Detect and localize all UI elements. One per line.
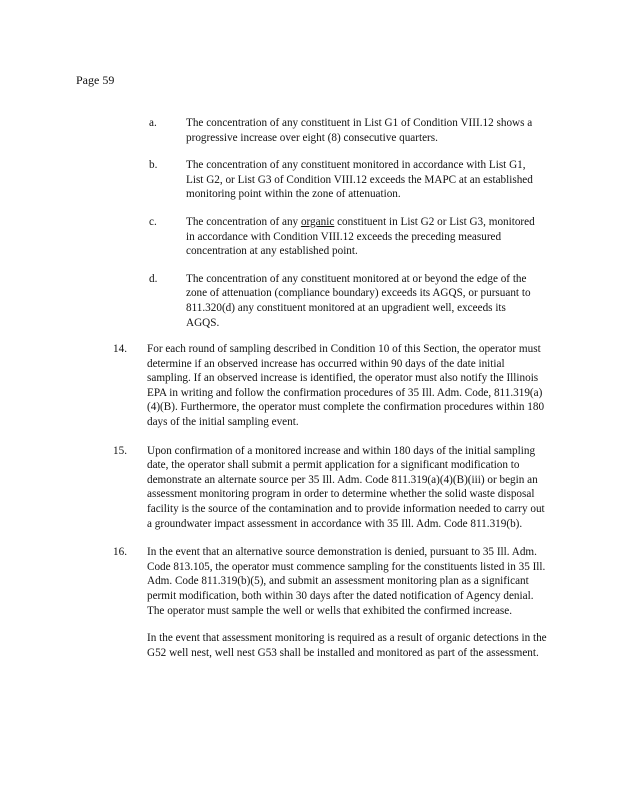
subitem-a xyxy=(149,116,549,145)
condition-number: 15. xyxy=(113,444,127,457)
condition-14 xyxy=(113,342,553,430)
subitem-c xyxy=(149,215,549,259)
condition-body xyxy=(147,444,547,532)
subitem-list xyxy=(149,116,549,343)
condition-body xyxy=(147,545,547,660)
condition-paragraph: In the event that assessment monitoring is required as a result of organic detections in the G52 well nest, well nest G53 shall be installed and monitored as part of the assessment. xyxy=(147,632,547,659)
condition-paragraph: In the event that an alternative source demonstration is denied, pursuant to 35 Ill. Adm. Code 813.105, the operator must commence sampling for the constituents listed in 35 Ill. Adm. Code 811.319(b)(5), and submit an assessment monitoring plan as a significant permit modification, both within 30 days after the dated notification of Agency denial. The operator must sample the well or wells that exhibited the confirmed increase. xyxy=(147,546,546,617)
subitem-d xyxy=(149,272,549,330)
subitem-label: a. xyxy=(149,117,157,129)
subitem-text: The concentration of any constituent monitored at or beyond the edge of the zone of attenuation (compliance boundary) exceeds its AGQS, or pursuant to 811.320(d) any constituent monitored at an upgradient well, exceeds its AGQS. xyxy=(186,272,531,329)
subitem-label: c. xyxy=(149,215,157,228)
subitem-text: The concentration of any constituent monitored in accordance with List G1, List G2, or List G3 of Condition VIII.12 exceeds the MAPC at an established monitoring point within the zone of attenuation. xyxy=(186,159,533,201)
subitem-text-before: The concentration of any xyxy=(186,215,301,228)
subitem-b xyxy=(149,158,549,202)
subitem-label: b. xyxy=(149,159,158,172)
underlined-term: organic xyxy=(300,215,335,228)
subitem-label: d. xyxy=(149,272,158,285)
condition-number: 14. xyxy=(113,343,127,355)
condition-15 xyxy=(113,444,553,532)
subitem-text-after: constituent in List G2 or List G3, monitored in accordance with Condition VIII.12 exceeds the preceding measured concentration at any established point. xyxy=(186,215,535,258)
subitem-text: The concentration of any constituent in List G1 of Condition VIII.12 shows a progressive increase over eight (8) consecutive quarters. xyxy=(186,117,533,144)
subitem-text xyxy=(186,215,541,259)
condition-16 xyxy=(113,545,553,660)
condition-body xyxy=(147,342,547,430)
condition-paragraph: For each round of sampling described in Condition 10 of this Section, the operator must determine if an observed increase has occurred within 90 days of the date initial sampling. If an observed increase is identified, the operator must also notify the Illinois EPA in writing and follow the confirmation procedures of 35 Ill. Adm. Code, 811.319(a)(4)(B). Furthermore, the operator must complete the confirmation procedures within 180 days of the initial sampling event. xyxy=(147,343,545,428)
condition-list xyxy=(113,342,553,674)
page-number: Page 59 xyxy=(76,73,115,87)
condition-number: 16. xyxy=(113,546,127,559)
condition-paragraph: Upon confirmation of a monitored increase and within 180 days of the initial sampling date, the operator shall submit a permit application for a significant modification to demonstrate an alternate source per 35 Ill. Adm. Code 811.319(a)(4)(B)(iii) or begin an assessment monitoring program in order to determine whether the solid waste disposal facility is the source of the contamination and to provide information needed to carry out a groundwater impact assessment in accordance with 35 Ill. Adm. Code 811.319(b). xyxy=(147,444,545,530)
